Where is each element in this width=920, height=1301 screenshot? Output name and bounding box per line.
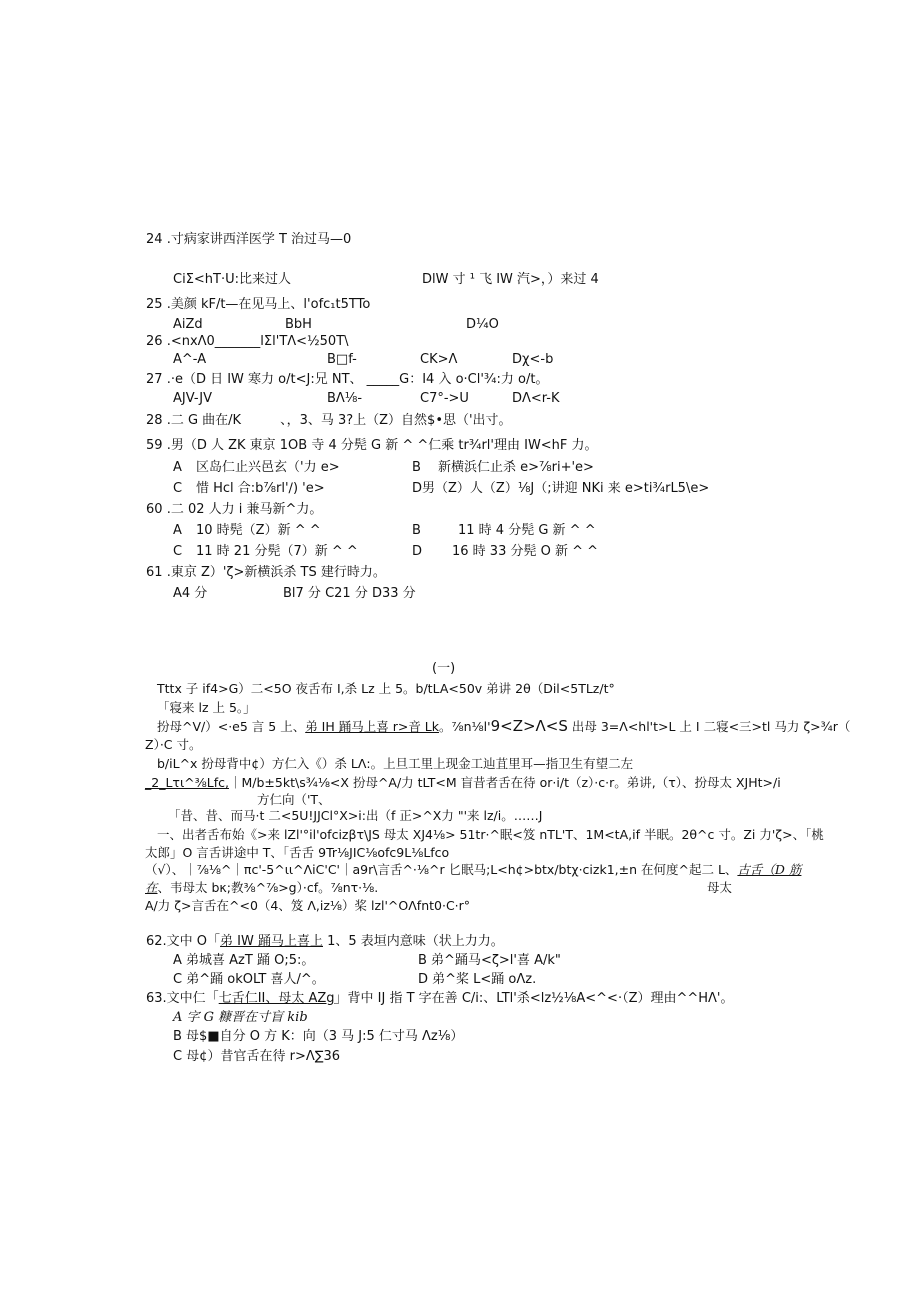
question-26	[146, 334, 349, 350]
underlined-phrase: 在	[145, 880, 158, 895]
underlined-phrase: 弟 IW 踊马上喜上	[220, 934, 323, 949]
question-number: 24	[146, 232, 163, 247]
option-b-label: B	[412, 460, 421, 475]
question-text: .寸病家讲西洋医学 T 治过马—0	[166, 232, 352, 247]
option-a: 区岛仁止兴邑玄（'力 e>	[196, 460, 340, 475]
question-63	[146, 991, 734, 1007]
option-b: B 弟^踊马<ζ>l'喜 A/k"	[418, 953, 561, 968]
passage-line	[157, 718, 850, 735]
question-59	[146, 438, 598, 454]
passage-line	[145, 775, 781, 791]
passage-line: 「昔、昔、而马·t 二<5U!JJCl°X>i:出（f 正>^X力 "'来 lz/i。……J	[168, 808, 543, 823]
option-c: C 母¢）昔官舌在待 r>Λ∑36	[173, 1049, 341, 1064]
passage-line: Z）·C 寸。	[145, 737, 202, 752]
question-27	[146, 372, 548, 388]
passage-text: 出母 3=Λ<hl't>L 上 I 二寝<三>tl 马力 ζ>¾r（	[567, 719, 851, 734]
question-number: 60	[146, 502, 163, 517]
option-text: kib	[283, 1010, 308, 1025]
option-c-label: C	[173, 544, 183, 559]
passage-text: ｜M∕b±5kt\s¾⅛<X 扮母^A/力 tLT<M 盲昔者舌在待 or·i/t（z）·c·r。弟讲,（τ）、扮母太 XJHt>/i	[228, 775, 781, 790]
option-b: 11 時 4 分髡 G 新 ^ ^	[458, 523, 596, 538]
question-text: 」背中 IJ 指 T 字在善 C/i:、LTl'杀<lz½⅛A<^<·（Z）理由^^HΛ'。	[334, 991, 734, 1006]
passage-text: 、韦母太 bκ;教⅜^⅞>g）·cf。⅞nτ·⅛.	[157, 880, 379, 895]
passage-line	[145, 862, 801, 878]
question-text: .文中仁「	[162, 991, 219, 1006]
question-28	[146, 413, 512, 429]
passage-line: Tttx 子 if4>G）二<5O 夜舌布 I,杀 Lz 上 5。b/tLA<50v 弟讲 2θ（Dil<5TLz/t°	[157, 681, 615, 696]
option-d: D男（Z）人（Z）⅛J（;讲迎 NKi 来 e>ti¾rL5\e>	[412, 481, 710, 496]
underlined-phrase: 七舌仁II、母太 AZg	[218, 991, 335, 1006]
option-a-label: A	[173, 523, 182, 538]
passage-line: A/力 ζ>言舌在^<0（4、笈 Λ,iz⅛）桨 lzl'^OΛfnt0·C·r°	[145, 898, 471, 913]
option-b: B□f-	[327, 352, 357, 367]
option-b-label: B	[412, 523, 421, 538]
question-number: 26	[146, 334, 163, 349]
option-a	[173, 1010, 308, 1026]
underlined-phrase: _2_Lτι^⅜Lfc,	[145, 775, 229, 790]
section-title: (一)	[432, 661, 456, 676]
question-number: 28	[146, 413, 163, 428]
question-text: .<nxΛ0_______lΣl'TΛ<½50T\	[166, 334, 349, 349]
question-62	[146, 934, 504, 950]
passage-line: 一、出者舌布始《>来 lZl'°il'ofcizβτ\JS 母太 XJ4⅛> 51tr·^眠<笈 nTL'T、1M<tA,if 半眠。2θ^c 寸。Zi 力'ζ>、「桃	[157, 827, 824, 842]
question-number: 61	[146, 565, 163, 580]
question-60	[146, 502, 322, 518]
option-a: A 弟城喜 AzT 踊 O;5:。	[173, 953, 315, 968]
option-b: BΛ⅛-	[327, 391, 363, 406]
option-c: C 弟^踊 okOLT 喜人/^。	[173, 972, 325, 987]
question-25	[146, 297, 370, 313]
option-a: A^-A	[173, 352, 207, 367]
passage-line: 「寝来 lz 上 5。」	[157, 700, 256, 715]
passage-line	[145, 880, 378, 896]
question-number: 27	[146, 372, 163, 387]
passage-line: b/iL^x 扮母背中¢）方仁入《）杀 LΛ:。上旦工里上现金工辿苴里耳—指卫生有望二左	[157, 756, 634, 771]
option-c: CiΣ<hT·U:比来过人	[173, 272, 292, 287]
option-d: D¼O	[466, 317, 499, 332]
option-b: B 母$■自分 O 方 K：向（3 马 J:5 仁寸马 Λz⅛）	[173, 1029, 464, 1044]
option-text: A 字 G 糠晋在寸盲	[173, 1010, 284, 1025]
passage-text: 扮母^V∕）<·e5 言 5 上、	[157, 719, 306, 734]
option-b: 新横浜仁止杀 e>⅞ri+'e>	[438, 460, 594, 475]
question-number: 59	[146, 438, 163, 453]
option-a: AiZd	[173, 317, 203, 332]
passage-line: 方仁向（'T、	[257, 792, 331, 807]
passage-text: 。⅞n⅛l'	[439, 719, 491, 734]
passage-line: 母太	[707, 880, 733, 895]
option-c: CK>Λ	[420, 352, 458, 367]
underlined-phrase: 弟 IH 踊马上喜 r>音 Lk	[305, 719, 439, 734]
passage-line: 太郎」O 言舌讲途中 T、「舌舌 9Tr⅛JIC⅛ofc9L⅛Lfco	[145, 845, 450, 860]
question-24	[146, 232, 351, 248]
question-number: 63	[146, 991, 163, 1006]
question-text: 1、5 表垣内意味（状上力力。	[323, 934, 504, 949]
option-d: Dχ<-b	[512, 352, 554, 367]
question-text: .美颜 kF/t—在见马上、l'ofc₁t5TTo	[166, 297, 371, 312]
question-text: .東京 Z）'ζ>新横浜杀 TS 建行時力。	[166, 565, 386, 580]
option-d: D 弟^桨 L<踊 oΛz.	[418, 972, 537, 987]
question-text: .二 G 曲在/K 、，3、马 3?上（Z）自然$•思（'出寸。	[166, 413, 512, 428]
option-a: 10 時髡（Z）新 ^ ^	[196, 523, 321, 538]
option-a-label: A	[173, 460, 182, 475]
option-d: DΛ<r-K	[512, 391, 560, 406]
option-c: 11 時 21 分髡（7）新 ^ ^	[196, 544, 358, 559]
option-d-label: D	[412, 544, 423, 559]
question-number: 62	[146, 934, 163, 949]
option-a: AJV-JV	[173, 391, 212, 406]
underlined-phrase: 古舌（D 筋	[737, 862, 802, 877]
passage-text: （√）、｜⅞⅛^｜πc'-5^ιι^ΛiC'C'｜a9r\言舌^·⅛^r 匕眠马;L<h¢>btx/btχ·cizk1,±n 在何度^起二 L、	[145, 862, 738, 877]
question-text: .文中 O「	[162, 934, 221, 949]
question-number: 25	[146, 297, 163, 312]
option-d: DlW 寸 ¹ 飞 IW 汽>，）来过 4	[422, 272, 599, 287]
passage-text: 9<Z>Λ<S	[490, 717, 568, 735]
option-c: C7°->U	[420, 391, 469, 406]
question-61	[146, 565, 386, 581]
question-text: .·e（D 日 IW 寒力 o/t<J:兄 NT、 _____G：I4 入 o·Cl'¾:力 o/t。	[166, 372, 549, 387]
question-text: .男（D 人 ZK 東京 1OB 寺 4 分髡 G 新 ^ ^仁乘 tr¾rl'理由 IW<hF 力。	[166, 438, 598, 453]
option-b-c-d: Bl7 分 C21 分 D33 分	[283, 586, 416, 601]
question-text: .二 02 人力 i 兼马新^力。	[166, 502, 323, 517]
option-c: 惜 Hcl 合:b⅞rl'∕) 'e>	[196, 481, 325, 496]
option-b: BbH	[285, 317, 312, 332]
option-d: 16 時 33 分髡 O 新 ^ ^	[452, 544, 599, 559]
option-a: A4 分	[173, 586, 208, 601]
option-c-label: C	[173, 481, 183, 496]
